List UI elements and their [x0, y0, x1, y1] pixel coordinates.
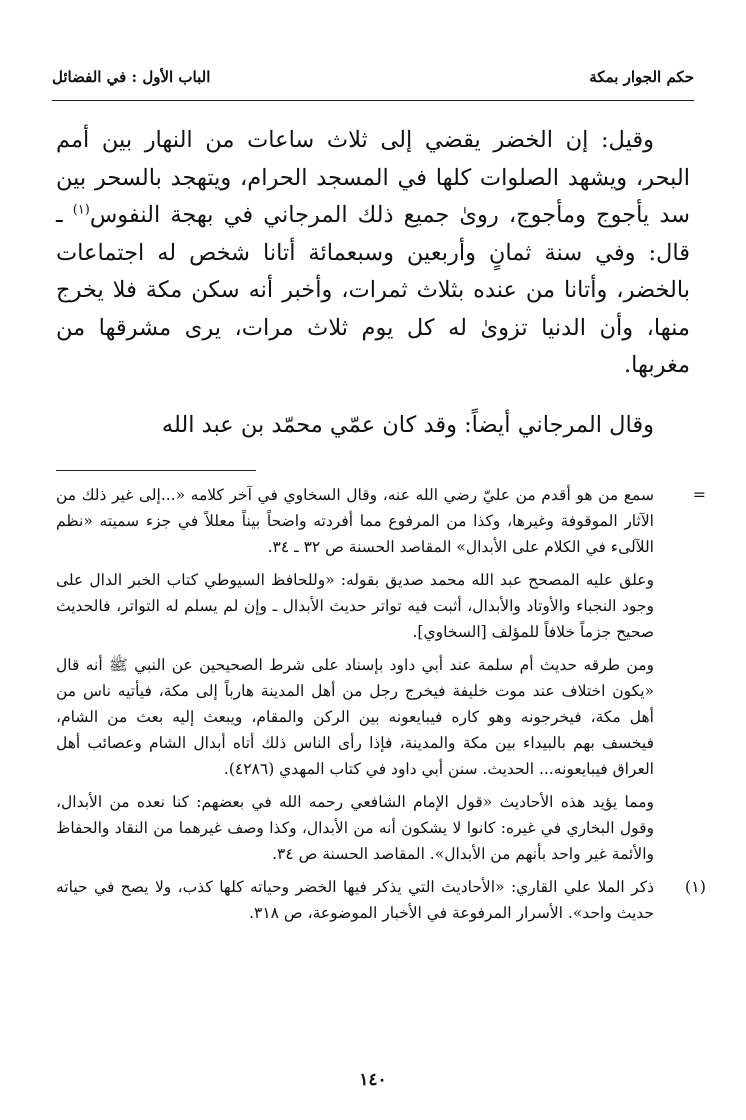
main-paragraph-1-part-1: وقيل: إن الخضر يقضي إلى ثلاث ساعات من النهار بين أمم البحر، ويشهد الصلوات كلها في المسجد الحرام، ويتهجد بالسحر بين سد يأجوج ومأجوج، روىٰ جميع ذلك المرجاني في بهجة النفوس: [56, 127, 690, 228]
footnote-paragraph: وعلق عليه المصحح عبد الله محمد صديق بقوله: «وللحافظ السيوطي كتاب الخبر الدال على وجود النجباء والأوتاد والأبدال، أثبت فيه تواتر حديث الأبدال ـ وإن لم يسلم له التواتر، فالحديث صحيح جزماً خلافاً للمؤلف [السخاوي].: [56, 571, 654, 641]
footnote-continuation: [56, 482, 706, 867]
main-paragraph-2: وقال المرجاني أيضاً: وقد كان عمّي محمّد بن عبد الله: [161, 411, 654, 438]
header-divider: [52, 100, 694, 101]
main-text: [56, 122, 690, 444]
footnote-paragraph: ومما يؤيد هذه الأحاديث «قول الإمام الشافعي رحمه الله في بعضهم: كنا نعده من الأبدال، وقول البخاري في غيره: كانوا لا يشكون أنه من الأبدال، وكذا وصف غيرهما من النقاد والحفاظ والأئمة غير واحد بأنهم من الأبدال». المقاصد الحسنة ص ٣٤.: [56, 793, 654, 863]
main-paragraph-1-part-2: ـ قال: وفي سنة ثمانٍ وأربعين وسبعمائة أتانا شخص له اجتماعات بالخضر، وأتانا من عنده بثلاث ثمرات، وأخبر أنه سكن مكة فلا يخرج منها، وأن الدنيا تزوىٰ له كل يوم ثلاث مرات، يرى مشرقها من مغربها.: [56, 202, 690, 378]
footnote-divider: [56, 470, 256, 471]
footnote-1-marker: (١): [684, 877, 706, 896]
header-book-title: حكم الجوار بمكة: [589, 68, 694, 86]
footnote-1: [56, 874, 706, 926]
footnote-paragraph: سمع من هو أقدم من عليّ رضي الله عنه، وقال السخاوي في آخر كلامه «...إلى غير ذلك من الآثار الموقوفة وغيرها، وكذا من المرفوع مما أفردته واضحاً بيناً معللاً في جزء سميته «نظم اللآلىء في الكلام على الأبدال» المقاصد الحسنة ص ٣٢ ـ ٣٤.: [56, 486, 654, 556]
footnote-reference-1: (١): [72, 202, 90, 218]
footnotes-area: [56, 482, 706, 933]
header-chapter-title: الباب الأول : في الفضائل: [52, 68, 211, 86]
footnote-1-text: ذكر الملا علي القاري: «الأحاديث التي يذكر فيها الخضر وحياته كلها كذب، ولا يصح في حياته حديث واحد». الأسرار المرفوعة في الأخبار الموضوعة، ص ٣١٨.: [56, 878, 654, 922]
running-header: [52, 68, 694, 92]
main-paragraph-1: [56, 122, 690, 385]
page-number: ١٤٠: [359, 1070, 387, 1090]
footnote-paragraph: ومن طرقه حديث أم سلمة عند أبي داود بإسناد على شرط الصحيحين عن النبي ﷺ أنه قال «يكون اختلاف عند موت خليفة فيخرج رجل من أهل المدينة هارباً إلى مكة، فيأتيه ناس من أهل مكة، فيخرجونه وهو كاره فيبايعونه بين الركن والمقام، ويبعث إليه بعث من الشام، فيخسف بهم بالبيداء بين مكة والمدينة، فإذا رأى الناس ذلك أتاه أبدال الشام وعصائب أهل العراق فيبايعونه... الحديث. سنن أبي داود في كتاب المهدي (٤٢٨٦).: [56, 656, 654, 778]
footnote-continuation-marker: =: [692, 485, 706, 504]
